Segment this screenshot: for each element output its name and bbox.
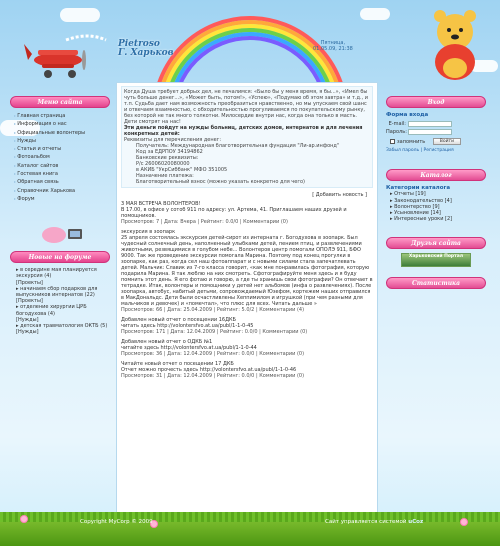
menu-item[interactable]: ▸ Нужды [14,137,110,145]
post-title[interactable]: Добавлен новый отчет о посещении 16ДКБ [121,317,236,323]
copyright-text: Copyright MyCorp © 2009 [80,519,153,525]
requisite-line: Получатель: Международная благотворительная фундация "Ли-ар.инфонд" [136,143,340,149]
password-input[interactable] [408,129,452,135]
password-label: Пароль: [386,129,407,135]
forum-news-list [10,267,110,335]
site-title-line2: Г. Харьков [118,48,174,58]
requisite-line: Благотворительный взнос (можно указать конкретно для чего) [136,179,305,185]
catalog-heading: Каталог [386,169,486,181]
news-post [121,339,373,357]
news-post [121,201,373,225]
requisites-list [124,143,370,185]
menu-item[interactable]: ▸ Каталог сайтов [14,162,110,170]
powered-by [325,519,423,525]
login-heading: Вход [386,96,486,108]
catalog-item[interactable]: ▸ Усыновление [14] [390,210,441,217]
date-value: 01.05.09, 21:38 [313,46,353,52]
flower-icon [20,515,28,523]
stats-heading: Статистика [386,277,486,289]
cloud [60,8,100,22]
catalog-item[interactable]: ▸ Отчеты [19] [390,191,426,198]
forum-topic-count: (4) [47,310,55,317]
post-body: В 17.00, в офисе у сотоб 911 по адресу: ул. Артема, 41. Приглашаем наших друзей и помощников. [121,207,347,219]
requisites-heading: Реквизиты для перечисления денег: [124,137,222,143]
post-body: читать здесь http://volontersfvo.at.ua/publ/1-1-0-45 [121,323,254,329]
grass-decoration [0,512,500,522]
forum-topic: ▸ детская травматология ОКТБ (5) [Нужды] [16,323,110,335]
intro-text: Когда Душа требует добрых дел, не печалимся: «Было бы у меня время, я бы...», «Имел бы чуть больше денег...», «Может быть, потом!», «Успею», «Подумаю об этом завтра» и т.д., и т.п. Судьба дает нам возможность преобразиться нравственно, но мы упускаем свой шанс и отвечаем взаимностью, с обходительностью прогуливаемся по покупательскому рынку, без которой не так много толкотни. Милосердие внутри нас, когда она только в масть. [124,89,368,119]
post-title[interactable]: Читайте новый отчет о посещении 17 ДКБ [121,361,234,367]
ucoz-link[interactable]: uCoz [408,519,424,525]
remember-checkbox[interactable] [390,139,395,144]
intro-line2: Дети смотрят на нас! [124,119,181,125]
forum-topic-title[interactable]: детская травматология ОКТБ [20,323,99,330]
main-content [116,82,378,514]
catalog-item[interactable]: ▸ Волонтерство [9] [390,203,440,210]
menu-item[interactable]: ▸ Гостевая книга [14,170,110,178]
news-post [121,317,373,335]
bear-mascot-icon [420,4,490,82]
cloud [360,8,390,20]
forgot-password-link[interactable]: Забыл пароль [386,148,420,153]
forum-topic-title[interactable]: в середине мая планируется экскурсия [16,267,97,280]
news-posts [121,201,373,379]
catalog-title: Категории каталога [386,185,451,191]
forum-topic: ▸ в середине мая планируется экскурсия (4) [Проекты] [16,267,110,286]
requisite-line: в АКИБ "УкрСиббанк" МФО 351005 [136,167,228,173]
menu-item[interactable]: ▸ Фотоальбом [14,153,110,161]
forum-topic: ▸ начинаем сбор подарков для выпускников интернатов (22) [Проекты] [16,286,110,305]
airplane-icon [18,30,113,85]
catalog-item[interactable]: ▸ Интересные уроки [2] [390,216,453,223]
menu-item[interactable]: ▸ Главная страница [14,112,110,120]
forum-topic-category[interactable]: [Проекты] [16,298,43,305]
date-display [313,40,353,52]
forum-topic-category[interactable]: [Нужды] [16,316,39,323]
menu-item[interactable]: ▸ Обратная связь [14,178,110,186]
left-sidebar [10,96,110,336]
remember-label: запомнить [397,139,426,145]
site-title-line1: Pietroso [118,39,160,49]
forum-topic-category[interactable]: [Нужды] [16,329,39,336]
news-post [121,361,373,379]
requisite-line: Банковские реквизиты: [136,155,199,161]
post-meta: Просмотров: 7 | Дата: Вчера | Рейтинг: 0.0/0 | Комментарии (0) [121,219,288,225]
forum-news-heading: Новые на форуме [10,251,110,263]
forum-topic-title[interactable]: отделение хирургии ЦРБ богодухова [16,304,87,317]
catalog-list [386,191,486,222]
menu-heading: Меню сайта [10,96,110,108]
menu-item[interactable]: ▸ Статьи и отчеты [14,145,110,153]
news-post [121,229,373,313]
menu-item[interactable]: ▸ Информация о нас [14,120,110,128]
kharkiv-portal-banner[interactable]: Харьковский Портал [401,253,471,267]
forum-topic-count: (5) [100,323,108,330]
forum-topic-title[interactable]: начинаем сбор подарков для выпускников интернатов [16,285,98,299]
post-title[interactable]: Добавлен новый отчет о ОДКБ №1 [121,339,213,345]
right-sidebar [386,96,486,293]
intro-box [121,86,373,188]
post-title[interactable]: экскурсия в зоопарк [121,229,176,235]
post-body: Отчет можно прочесть здесь http://volontersfvo.at.ua/publ/1-1-0-46 [121,367,297,373]
post-body: 25 апреля состоялась экскурсия детей-сирот из интерната г. Богодухова в зоопарк. Был чудесный солнечный день, наполненный улыбками детей, пением птиц, и развлечениями животными, резвящимися в голубом небе... Волонтеров центр помогали ОПОЛЭ 911, БФО 9000. Так же проведение экскурсии помогала Марина. Поэтому под конец прогулки в зоопарке, как раз, когда сел наш фотоаппарат и с новыми силами стала запечатлевать детей. Мальчик: Славик из 7-го класса говорит, «как мне понравилась фотография, которую подарила Марина. Я так люблю на них смотреть. Сфотографируйте меня здесь и я буду помнить этот день. Я его фотаю и говорю, а где ты хранишь свои фотографии? Он отвечает в тетрадке. Итак, волонтеры и помощники у детей нет альбомов (инфа о развлечениях). После зоопарка, автобус, набитый детьми, сопровождаемый Юзефом, кортежем наших отправился в МакДональдс. Дети были осчастливлены Хеппимилом и игрушкой (при чем разными для мальчиков и девочек) и «помечтал», что плюс для всех. Читать дальше » [121,235,373,307]
login-form: Форма входа E-mail: Пароль: запомнить Войти Забыл пароль | Регистрация [386,112,486,153]
flower-icon [460,518,468,526]
post-meta: Просмотров: 171 | Дата: 12.04.2009 | Рейтинг: 0.0/0 | Комментарии (0) [121,329,308,335]
requisite-line: Р/с 26006020080000 [136,161,190,167]
intro-bold: Эти деньги пойдут на нужды больниц, детских домов, интернатов и для лечения конкретных детей: [124,125,363,137]
email-input[interactable] [408,121,452,127]
post-body: читайте здесь http://volontersfvo.at.ua/publ/1-1-0-44 [121,345,257,351]
post-meta: Просмотров: 31 | Дата: 12.04.2009 | Рейтинг: 0.0/0 | Комментарии (0) [121,373,305,379]
powered-prefix: Сайт управляется системой [325,519,407,525]
post-title[interactable]: 3 МАЯ ВСТРЕЧА ВОЛОНТЕРОВ! [121,201,201,207]
site-menu [10,112,110,203]
menu-item[interactable]: ▸ Справочник Харькова [14,187,110,195]
forum-topic: ▸ отделение хирургии ЦРБ богодухова (4) [Нужды] [16,304,110,323]
requisite-line: Назначение платежа: [136,173,194,179]
catalog-block [386,185,486,223]
date-weekday: Пятница, [320,40,346,46]
site-title [118,40,174,58]
catalog-item[interactable]: ▸ Законодательство [4] [390,197,452,204]
login-form-title: Форма входа [386,112,429,118]
friends-heading: Друзья сайта [386,237,486,249]
forum-topic-count: (22) [84,292,95,299]
email-label: E-mail: [388,121,406,127]
post-meta: Просмотров: 36 | Дата: 12.04.2009 | Рейтинг: 0.0/0 | Комментарии (0) [121,351,305,357]
menu-item[interactable]: ▸ Форум [14,195,110,203]
register-link[interactable]: Регистрация [423,148,454,153]
menu-item[interactable]: ▸ Официальные волонтеры [14,129,110,137]
requisite-line: Код за ЕДРПОУ 34194862 [136,149,203,155]
piggy-bank-icon [36,223,86,245]
forum-topic-count: (4) [44,273,52,280]
login-button[interactable]: Войти [433,138,461,145]
post-meta: Просмотров: 66 | Дата: 25.04.2009 | Рейтинг: 5.0/2 | Комментарии (4) [121,307,305,313]
forum-topic-category[interactable]: [Проекты] [16,279,43,286]
add-news-link[interactable]: [ Добавить новость ] [312,192,367,198]
